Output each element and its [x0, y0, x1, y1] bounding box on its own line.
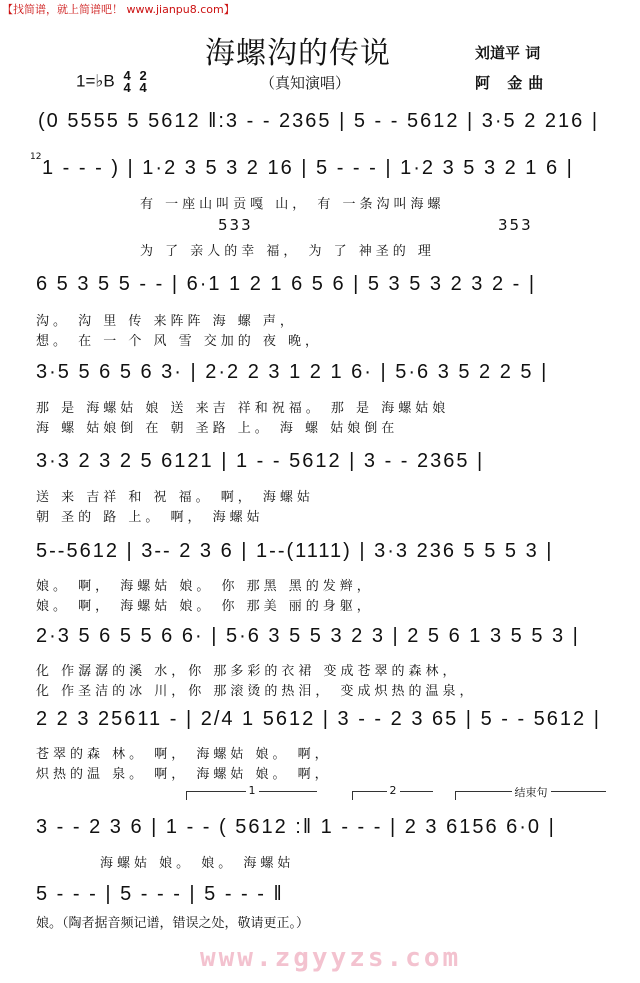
lyricist-credit: 刘道平 词	[475, 44, 541, 62]
lyric-line-7b: 娘。 啊， 海螺姑 娘。 你 那美 丽的身躯，	[36, 599, 374, 614]
volta-2: 2	[352, 791, 433, 800]
score-line-7: 5--5612 | 3-- 2 3 6 | 1--(1111) | 3·3 236 5 5 5 3 |	[36, 540, 554, 562]
lyric-line-9b: 炽热的温 泉。 啊， 海螺姑 娘。 啊，	[36, 767, 332, 782]
score-line-5: 3·5 5 6 5 6 3· | 2·2 2 3 1 2 1 6· | 5·6 3 5 2 2 5 |	[36, 361, 549, 383]
grace-note: 12	[30, 152, 42, 162]
lyric-line-7a: 娘。 啊， 海螺姑 娘。 你 那黑 黑的发辫，	[36, 579, 374, 594]
lyric-line-4b: 想。 在 一 个 风 雪 交加的 夜 晚，	[36, 334, 323, 349]
score-line-2: 1 - - - ) | 1·2 3 5 3 2 16 | 5 - - - | 1·2 3 5 3 2 1 6 |	[42, 157, 574, 179]
score-line-9: 2 2 3 25611 - | 2/4 1 5612 | 3 - - 2 3 65 | 5 - - 5612 |	[36, 708, 601, 730]
lyric-line-9a: 苍翠的森 林。 啊， 海螺姑 娘。 啊，	[36, 747, 332, 762]
lyric-line-3: 为 了 亲人的幸 福， 为 了 神圣的 理	[140, 244, 435, 259]
lyric-line-8a: 化 作潺潺的溪 水，你 那多彩的衣裙 变成苍翠的森林，	[36, 664, 460, 679]
composer-credit: 阿 金曲	[475, 74, 550, 92]
volta-ending: 结束句	[455, 791, 606, 800]
score-line-4: 6 5 3 5 5 - - | 6·1 1 2 1 6 5 6 | 5 3 5 3 2 3 2 - |	[36, 273, 537, 295]
upper-notes-2: 353	[498, 216, 533, 234]
lyric-line-2: 有 一座山叫贡嘎 山， 有 一条沟叫海螺	[140, 197, 445, 212]
key-label: 1=♭B	[76, 71, 115, 91]
lyric-line-8b: 化 作圣洁的冰 川，你 那滚烫的热泪， 变成炽热的温泉，	[36, 684, 477, 699]
watermark: www.zgyyzs.com	[200, 943, 462, 973]
score-line-8: 2·3 5 6 5 5 6 6· | 5·6 3 5 5 3 2 3 | 2 5 6 1 3 5 5 3 |	[36, 625, 580, 647]
time-signature-2-4: 2 4	[139, 68, 147, 95]
upper-notes-1: 533	[218, 216, 253, 234]
lyric-line-6a: 送 来 吉祥 和 祝 福。 啊， 海螺姑	[36, 490, 314, 505]
score-line-6: 3·3 2 3 2 5 6121 | 1 - - 5612 | 3 - - 2365 |	[36, 450, 485, 472]
score-line-10: 3 - - 2 3 6 | 1 - - ( 5612 :‖ 1 - - - | 2 3 6156 6·0 |	[36, 816, 556, 838]
lyric-line-11: 娘。（陶者据音频记谱，错误之处，敬请更正。）	[36, 916, 310, 931]
time-signature-4-4: 4 4	[123, 68, 131, 95]
lyric-line-4a: 沟。 沟 里 传 来阵阵 海 螺 声，	[36, 314, 297, 329]
score-line-11: 5 - - - | 5 - - - | 5 - - - ‖	[36, 883, 284, 905]
score-line-1: (0 5555 5 5612 ‖:3 - - 2365 | 5 - - 5612 | 3·5 2 216 |	[38, 110, 600, 132]
lyric-line-5b: 海 螺 姑娘倒 在 朝 圣路 上。 海 螺 姑娘倒在	[36, 421, 399, 436]
lyric-line-6b: 朝 圣的 路 上。 啊， 海螺姑	[36, 510, 264, 525]
singer-credit: （真知演唱）	[260, 74, 351, 92]
lyric-line-5a: 那 是 海螺姑 娘 送 来吉 祥和祝福。 那 是 海螺姑娘	[36, 401, 450, 416]
volta-1: 1	[186, 791, 317, 800]
song-title: 海螺沟的传说	[205, 36, 391, 71]
lyric-line-10: 海螺姑 娘。 娘。 海螺姑	[100, 856, 295, 871]
key-signature	[76, 70, 147, 94]
site-link[interactable]: 【找简谱，就上简谱吧！ www.jianpu8.com】	[2, 3, 235, 16]
